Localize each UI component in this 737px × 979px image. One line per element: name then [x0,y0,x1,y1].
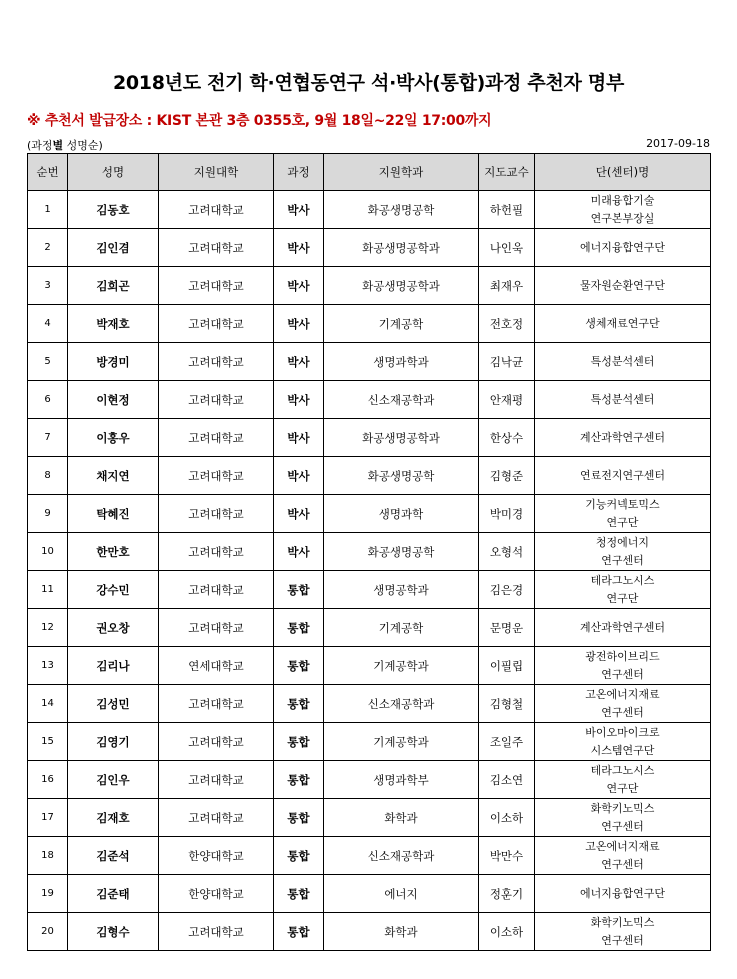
course-type-cell: 박사 [274,457,324,495]
center-cell [535,191,711,229]
advisor-cell: 안재평 [479,381,535,419]
course-type-cell: 통합 [274,837,324,875]
applicant-name-cell: 권오창 [68,609,159,647]
department-cell: 기계공학과 [324,723,479,761]
center-cell [535,799,711,837]
advisor-cell: 문명운 [479,609,535,647]
row-number-cell: 2 [28,229,68,267]
course-type-cell: 통합 [274,761,324,799]
table-row [28,875,711,913]
center-name-line: 연료전지연구센터 [579,468,665,482]
department-cell: 기계공학과 [324,647,479,685]
center-name-line: 연구센터 [601,553,644,567]
applicant-name-cell: 김준태 [68,875,159,913]
applicant-name-cell: 한만호 [68,533,159,571]
row-number-cell: 16 [28,761,68,799]
course-type-cell: 통합 [274,685,324,723]
table-row [28,191,711,229]
advisor-cell: 오형석 [479,533,535,571]
university-cell: 고려대학교 [159,495,274,533]
department-cell: 화학과 [324,913,479,951]
row-number-cell: 15 [28,723,68,761]
center-name-line: 연구단 [606,515,639,529]
course-type-cell: 통합 [274,647,324,685]
university-cell: 고려대학교 [159,533,274,571]
advisor-cell: 최재우 [479,267,535,305]
row-number-cell: 12 [28,609,68,647]
department-cell: 화공생명공학과 [324,229,479,267]
course-type-cell: 박사 [274,267,324,305]
row-number-cell: 6 [28,381,68,419]
course-type-cell: 통합 [274,913,324,951]
center-name-line: 연구센터 [601,819,644,833]
center-cell [535,495,711,533]
department-cell: 화공생명공학과 [324,267,479,305]
university-cell: 고려대학교 [159,381,274,419]
center-cell [535,685,711,723]
advisor-cell: 정훈기 [479,875,535,913]
applicant-name-cell: 채지연 [68,457,159,495]
department-cell: 화공생명공학과 [324,419,479,457]
applicant-name-cell: 강수민 [68,571,159,609]
center-cell [535,267,711,305]
applicant-name-cell: 김희곤 [68,267,159,305]
center-name-line: 연구본부장실 [590,211,655,225]
center-name-line: 화학키노믹스 [590,915,655,929]
table-body [28,191,711,951]
department-cell: 신소재공학과 [324,685,479,723]
center-cell [535,723,711,761]
course-type-cell: 박사 [274,229,324,267]
row-number-cell: 11 [28,571,68,609]
applicant-name-cell: 김형수 [68,913,159,951]
center-name-line: 기능커넥토믹스 [585,497,660,511]
university-cell: 한양대학교 [159,837,274,875]
center-cell [535,761,711,799]
table-row [28,305,711,343]
center-name-line: 특성분석센터 [590,354,655,368]
university-cell: 고려대학교 [159,685,274,723]
department-cell: 생명공학과 [324,571,479,609]
row-number-cell: 19 [28,875,68,913]
center-name-line: 연구센터 [601,857,644,871]
row-number-cell: 14 [28,685,68,723]
advisor-cell: 김형준 [479,457,535,495]
center-name-line: 테라그노시스 [590,763,655,777]
center-name-line: 에너지융합연구단 [579,886,665,900]
table-row [28,571,711,609]
department-cell: 생명과학과 [324,343,479,381]
center-cell [535,343,711,381]
applicant-name-cell: 이현정 [68,381,159,419]
course-type-cell: 박사 [274,343,324,381]
department-cell: 생명과학부 [324,761,479,799]
university-cell: 고려대학교 [159,267,274,305]
university-cell: 연세대학교 [159,647,274,685]
department-cell: 화공생명공학 [324,533,479,571]
table-row [28,267,711,305]
advisor-cell: 김낙균 [479,343,535,381]
applicant-name-cell: 김성민 [68,685,159,723]
department-cell: 신소재공학과 [324,381,479,419]
row-number-cell: 5 [28,343,68,381]
course-type-cell: 박사 [274,191,324,229]
university-cell: 고려대학교 [159,913,274,951]
center-name-line: 청정에너지 [595,535,650,549]
center-cell [535,609,711,647]
recommendation-table [27,153,711,951]
advisor-cell: 이필립 [479,647,535,685]
applicant-name-cell: 김영기 [68,723,159,761]
center-name-line: 화학키노믹스 [590,801,655,815]
center-name-line: 연구단 [606,591,639,605]
university-cell: 고려대학교 [159,571,274,609]
table-row [28,533,711,571]
university-cell: 고려대학교 [159,457,274,495]
advisor-cell: 김소연 [479,761,535,799]
advisor-cell: 김은경 [479,571,535,609]
row-number-cell: 17 [28,799,68,837]
department-cell: 기계공학 [324,609,479,647]
university-cell: 고려대학교 [159,343,274,381]
table-row [28,343,711,381]
applicant-name-cell: 김준석 [68,837,159,875]
table-row [28,837,711,875]
university-cell: 고려대학교 [159,305,274,343]
center-cell [535,913,711,951]
table-row [28,381,711,419]
course-type-cell: 통합 [274,723,324,761]
course-type-cell: 통합 [274,571,324,609]
table-row [28,457,711,495]
center-name-line: 연구센터 [601,667,644,681]
row-number-cell: 13 [28,647,68,685]
center-cell [535,457,711,495]
center-name-line: 연구센터 [601,933,644,947]
advisor-cell: 조일주 [479,723,535,761]
department-cell: 화학과 [324,799,479,837]
row-number-cell: 1 [28,191,68,229]
center-name-line: 테라그노시스 [590,573,655,587]
table-row [28,419,711,457]
applicant-name-cell: 김리나 [68,647,159,685]
course-type-cell: 통합 [274,875,324,913]
table-row [28,495,711,533]
center-name-line: 에너지융합연구단 [579,240,665,254]
university-cell: 고려대학교 [159,191,274,229]
course-type-cell: 박사 [274,305,324,343]
applicant-name-cell: 박재호 [68,305,159,343]
center-name-line: 계산과학연구센터 [579,620,665,634]
issuance-notice: ※ 추천서 발급장소 : KIST 본관 3층 0355호, 9월 18일~22일 17:00까지 [27,113,492,129]
center-cell [535,305,711,343]
center-name-line: 연구단 [606,781,639,795]
university-cell: 고려대학교 [159,419,274,457]
table-row [28,647,711,685]
university-cell: 고려대학교 [159,723,274,761]
row-number-cell: 18 [28,837,68,875]
center-cell [535,647,711,685]
center-cell [535,419,711,457]
applicant-name-cell: 방경미 [68,343,159,381]
applicant-name-cell: 김동호 [68,191,159,229]
sort-note-suffix: 성명순) [63,139,103,152]
table-row [28,229,711,267]
center-cell [535,533,711,571]
advisor-cell: 이소하 [479,799,535,837]
applicant-name-cell: 김재호 [68,799,159,837]
table-row [28,761,711,799]
center-name-line: 바이오마이크로 [585,725,660,739]
advisor-cell: 박미경 [479,495,535,533]
center-cell [535,571,711,609]
university-cell: 고려대학교 [159,609,274,647]
course-type-cell: 통합 [274,799,324,837]
row-number-cell: 8 [28,457,68,495]
applicant-name-cell: 탁혜진 [68,495,159,533]
advisor-cell: 김형철 [479,685,535,723]
center-name-line: 특성분석센터 [590,392,655,406]
row-number-cell: 9 [28,495,68,533]
university-cell: 고려대학교 [159,761,274,799]
row-number-cell: 3 [28,267,68,305]
department-cell: 화공생명공학 [324,457,479,495]
row-number-cell: 10 [28,533,68,571]
center-cell [535,875,711,913]
center-cell [535,837,711,875]
table-row [28,685,711,723]
center-name-line: 연구센터 [601,705,644,719]
column-header-name: 성명 [68,154,159,191]
center-cell [535,229,711,267]
center-name-line: 생체재료연구단 [585,316,660,330]
table-row [28,799,711,837]
row-number-cell: 20 [28,913,68,951]
university-cell: 고려대학교 [159,799,274,837]
column-header-number: 순번 [28,154,68,191]
applicant-name-cell: 이홍우 [68,419,159,457]
department-cell: 생명과학 [324,495,479,533]
department-cell: 기계공학 [324,305,479,343]
course-type-cell: 박사 [274,495,324,533]
department-cell: 화공생명공학 [324,191,479,229]
center-name-line: 광전하이브리드 [585,649,660,663]
sort-note [27,137,103,153]
table-row [28,609,711,647]
course-type-cell: 박사 [274,419,324,457]
course-type-cell: 박사 [274,533,324,571]
university-cell: 고려대학교 [159,229,274,267]
column-header-advisor: 지도교수 [479,154,535,191]
center-name-line: 물자원순환연구단 [579,278,665,292]
advisor-cell: 전호정 [479,305,535,343]
center-name-line: 고온에너지재료 [585,839,660,853]
table-row [28,913,711,951]
applicant-name-cell: 김인겸 [68,229,159,267]
column-header-university: 지원대학 [159,154,274,191]
sort-note-prefix: (과정 [27,139,53,152]
advisor-cell: 한상수 [479,419,535,457]
advisor-cell: 나인욱 [479,229,535,267]
advisor-cell: 박만수 [479,837,535,875]
center-name-line: 고온에너지재료 [585,687,660,701]
column-header-course: 과정 [274,154,324,191]
table-header-row [28,154,711,191]
center-name-line: 계산과학연구센터 [579,430,665,444]
advisor-cell: 이소하 [479,913,535,951]
column-header-department: 지원학과 [324,154,479,191]
university-cell: 한양대학교 [159,875,274,913]
advisor-cell: 하헌필 [479,191,535,229]
document-date: 2017-09-18 [646,137,710,150]
table-row [28,723,711,761]
center-cell [535,381,711,419]
course-type-cell: 통합 [274,609,324,647]
sort-note-emphasis: 별 [52,139,64,152]
center-name-line: 미래융합기술 [590,193,655,207]
center-name-line: 시스템연구단 [590,743,655,757]
course-type-cell: 박사 [274,381,324,419]
department-cell: 신소재공학과 [324,837,479,875]
applicant-name-cell: 김인우 [68,761,159,799]
page-title: 2018년도 전기 학·연협동연구 석·박사(통합)과정 추천자 명부 [112,72,625,94]
column-header-center: 단(센터)명 [535,154,711,191]
row-number-cell: 4 [28,305,68,343]
department-cell: 에너지 [324,875,479,913]
row-number-cell: 7 [28,419,68,457]
